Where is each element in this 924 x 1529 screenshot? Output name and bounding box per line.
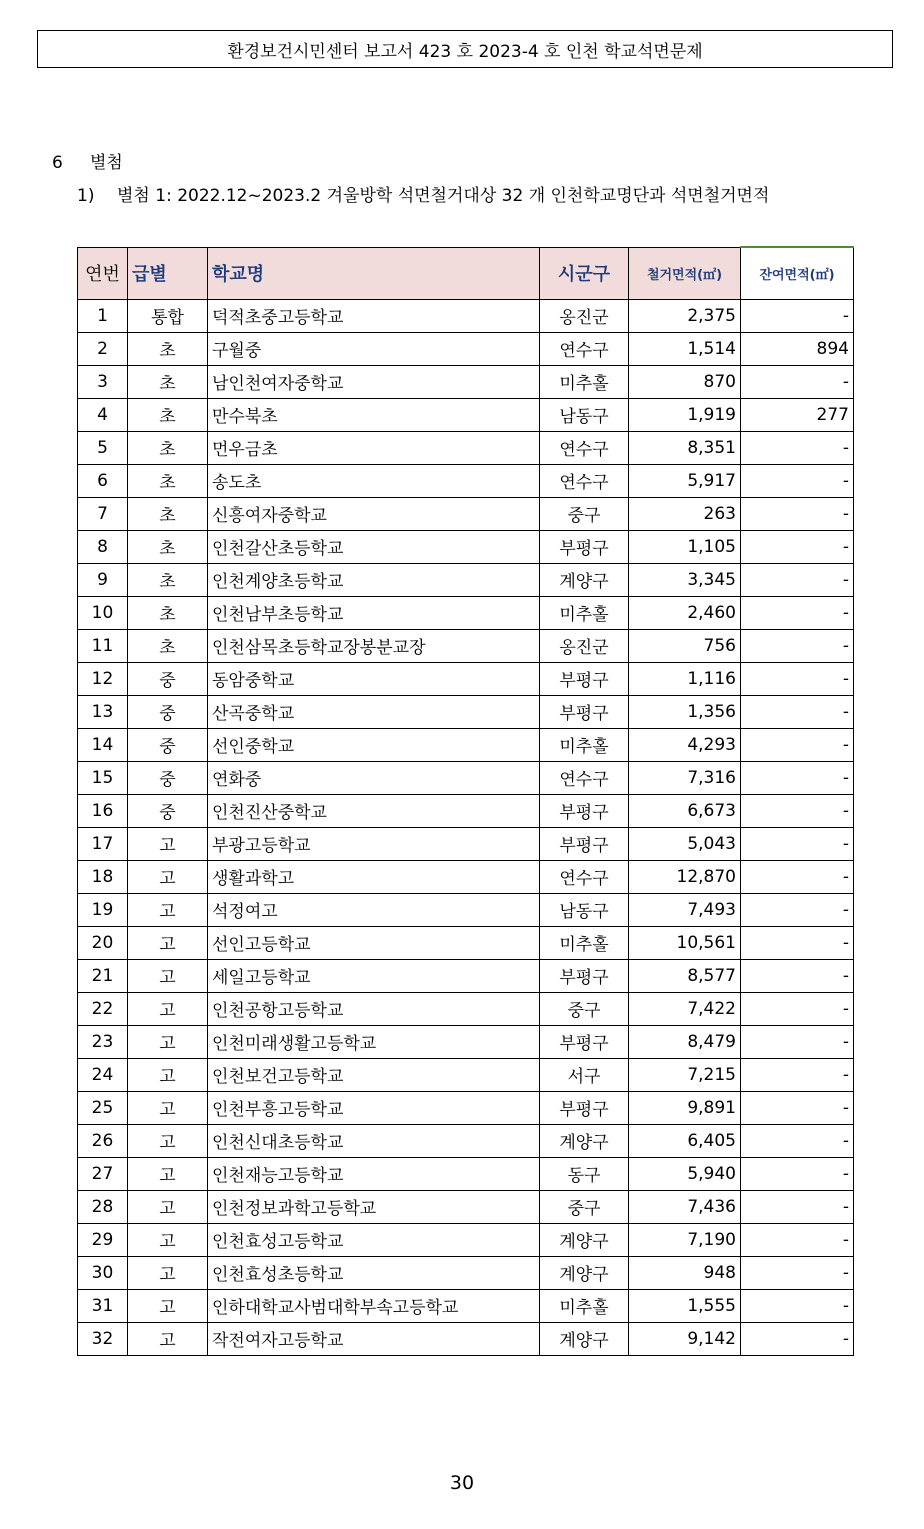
school-name-cell: 만수북초 [208, 398, 540, 431]
row-number-cell: 19 [78, 893, 128, 926]
remaining-area-cell: - [741, 464, 854, 497]
remaining-area-cell: - [741, 794, 854, 827]
district-cell: 미추홀 [540, 596, 629, 629]
remaining-area-cell: - [741, 893, 854, 926]
school-name-cell: 인천남부초등학교 [208, 596, 540, 629]
subsection-title: 별첨 1: 2022.12~2023.2 겨울방학 석면철거대상 32 개 인천학교명단과 석면철거면적 [117, 186, 770, 206]
school-level-cell: 통합 [128, 299, 208, 332]
school-name-cell: 인천갈산초등학교 [208, 530, 540, 563]
table-row [78, 596, 854, 629]
row-number-cell: 12 [78, 662, 128, 695]
table-row [78, 1091, 854, 1124]
column-header-removed-area: 철거면적(㎡) [629, 247, 741, 299]
district-cell: 계양구 [540, 1256, 629, 1289]
removed-area-cell: 1,514 [629, 332, 741, 365]
school-level-cell: 고 [128, 926, 208, 959]
row-number-cell: 9 [78, 563, 128, 596]
removed-area-cell: 7,436 [629, 1190, 741, 1223]
district-cell: 계양구 [540, 563, 629, 596]
remaining-area-cell: - [741, 1289, 854, 1322]
row-number-cell: 30 [78, 1256, 128, 1289]
school-level-cell: 초 [128, 563, 208, 596]
remaining-area-cell: - [741, 596, 854, 629]
row-number-cell: 23 [78, 1025, 128, 1058]
district-cell: 옹진군 [540, 299, 629, 332]
row-number-cell: 10 [78, 596, 128, 629]
district-cell: 연수구 [540, 431, 629, 464]
school-name-cell: 덕적초중고등학교 [208, 299, 540, 332]
school-level-cell: 고 [128, 959, 208, 992]
school-level-cell: 고 [128, 1058, 208, 1091]
remaining-area-cell: - [741, 1190, 854, 1223]
row-number-cell: 27 [78, 1157, 128, 1190]
school-name-cell: 인천재능고등학교 [208, 1157, 540, 1190]
school-name-cell: 인천효성초등학교 [208, 1256, 540, 1289]
row-number-cell: 14 [78, 728, 128, 761]
column-header-no: 연번 [78, 247, 128, 299]
school-level-cell: 초 [128, 431, 208, 464]
row-number-cell: 6 [78, 464, 128, 497]
district-cell: 부평구 [540, 530, 629, 563]
table-row [78, 1190, 854, 1223]
school-level-cell: 고 [128, 1223, 208, 1256]
remaining-area-cell: 277 [741, 398, 854, 431]
removed-area-cell: 7,190 [629, 1223, 741, 1256]
table-row [78, 926, 854, 959]
school-name-cell: 송도초 [208, 464, 540, 497]
table-row [78, 299, 854, 332]
school-level-cell: 중 [128, 662, 208, 695]
school-name-cell: 연화중 [208, 761, 540, 794]
school-asbestos-table [77, 246, 854, 1356]
removed-area-cell: 4,293 [629, 728, 741, 761]
school-level-cell: 고 [128, 860, 208, 893]
removed-area-cell: 263 [629, 497, 741, 530]
removed-area-cell: 6,673 [629, 794, 741, 827]
district-cell: 연수구 [540, 860, 629, 893]
school-name-cell: 작전여자고등학교 [208, 1322, 540, 1355]
row-number-cell: 11 [78, 629, 128, 662]
remaining-area-cell: 894 [741, 332, 854, 365]
district-cell: 미추홀 [540, 365, 629, 398]
school-name-cell: 선인중학교 [208, 728, 540, 761]
table-row [78, 1058, 854, 1091]
school-name-cell: 인천신대초등학교 [208, 1124, 540, 1157]
school-name-cell: 인천부흥고등학교 [208, 1091, 540, 1124]
remaining-area-cell: - [741, 563, 854, 596]
row-number-cell: 32 [78, 1322, 128, 1355]
district-cell: 부평구 [540, 959, 629, 992]
row-number-cell: 29 [78, 1223, 128, 1256]
school-level-cell: 고 [128, 1322, 208, 1355]
school-name-cell: 먼우금초 [208, 431, 540, 464]
remaining-area-cell: - [741, 860, 854, 893]
remaining-area-cell: - [741, 1223, 854, 1256]
school-level-cell: 고 [128, 1190, 208, 1223]
table-header-row [78, 247, 854, 299]
school-level-cell: 고 [128, 1025, 208, 1058]
district-cell: 계양구 [540, 1124, 629, 1157]
removed-area-cell: 3,345 [629, 563, 741, 596]
removed-area-cell: 1,555 [629, 1289, 741, 1322]
report-header-title: 환경보건시민센터 보고서 423 호 2023-4 호 인천 학교석면문제 [227, 41, 703, 62]
removed-area-cell: 6,405 [629, 1124, 741, 1157]
district-cell: 옹진군 [540, 629, 629, 662]
school-level-cell: 고 [128, 1157, 208, 1190]
school-name-cell: 남인천여자중학교 [208, 365, 540, 398]
removed-area-cell: 5,917 [629, 464, 741, 497]
district-cell: 중구 [540, 1190, 629, 1223]
district-cell: 연수구 [540, 332, 629, 365]
removed-area-cell: 8,479 [629, 1025, 741, 1058]
school-name-cell: 인천계양초등학교 [208, 563, 540, 596]
school-level-cell: 고 [128, 1124, 208, 1157]
row-number-cell: 24 [78, 1058, 128, 1091]
remaining-area-cell: - [741, 827, 854, 860]
school-level-cell: 중 [128, 728, 208, 761]
remaining-area-cell: - [741, 695, 854, 728]
removed-area-cell: 7,493 [629, 893, 741, 926]
school-level-cell: 중 [128, 695, 208, 728]
school-level-cell: 초 [128, 365, 208, 398]
table-row [78, 1322, 854, 1355]
table-row [78, 431, 854, 464]
row-number-cell: 7 [78, 497, 128, 530]
district-cell: 부평구 [540, 695, 629, 728]
school-name-cell: 인천공항고등학교 [208, 992, 540, 1025]
table-row [78, 365, 854, 398]
section-heading [52, 148, 123, 173]
school-name-cell: 인천삼목초등학교장봉분교장 [208, 629, 540, 662]
table-row [78, 827, 854, 860]
table-row [78, 332, 854, 365]
district-cell: 서구 [540, 1058, 629, 1091]
remaining-area-cell: - [741, 299, 854, 332]
table-row [78, 860, 854, 893]
table-row [78, 629, 854, 662]
district-cell: 미추홀 [540, 728, 629, 761]
table-row [78, 563, 854, 596]
remaining-area-cell: - [741, 959, 854, 992]
school-name-cell: 신흥여자중학교 [208, 497, 540, 530]
removed-area-cell: 7,316 [629, 761, 741, 794]
district-cell: 부평구 [540, 1091, 629, 1124]
remaining-area-cell: - [741, 1124, 854, 1157]
remaining-area-cell: - [741, 761, 854, 794]
school-level-cell: 초 [128, 497, 208, 530]
removed-area-cell: 1,105 [629, 530, 741, 563]
school-level-cell: 초 [128, 332, 208, 365]
school-name-cell: 부광고등학교 [208, 827, 540, 860]
removed-area-cell: 948 [629, 1256, 741, 1289]
removed-area-cell: 5,940 [629, 1157, 741, 1190]
removed-area-cell: 9,142 [629, 1322, 741, 1355]
remaining-area-cell: - [741, 992, 854, 1025]
school-name-cell: 인하대학교사범대학부속고등학교 [208, 1289, 540, 1322]
remaining-area-cell: - [741, 365, 854, 398]
removed-area-cell: 1,919 [629, 398, 741, 431]
table-row [78, 662, 854, 695]
school-name-cell: 동암중학교 [208, 662, 540, 695]
column-header-school: 학교명 [208, 247, 540, 299]
district-cell: 동구 [540, 1157, 629, 1190]
district-cell: 계양구 [540, 1322, 629, 1355]
row-number-cell: 15 [78, 761, 128, 794]
remaining-area-cell: - [741, 1322, 854, 1355]
column-header-level: 급별 [128, 247, 208, 299]
district-cell: 연수구 [540, 464, 629, 497]
school-name-cell: 선인고등학교 [208, 926, 540, 959]
district-cell: 중구 [540, 992, 629, 1025]
remaining-area-cell: - [741, 1058, 854, 1091]
school-name-cell: 산곡중학교 [208, 695, 540, 728]
remaining-area-cell: - [741, 926, 854, 959]
remaining-area-cell: - [741, 1157, 854, 1190]
row-number-cell: 20 [78, 926, 128, 959]
remaining-area-cell: - [741, 1091, 854, 1124]
school-name-cell: 구월중 [208, 332, 540, 365]
school-level-cell: 고 [128, 1091, 208, 1124]
school-level-cell: 중 [128, 761, 208, 794]
removed-area-cell: 7,422 [629, 992, 741, 1025]
remaining-area-cell: - [741, 1256, 854, 1289]
removed-area-cell: 756 [629, 629, 741, 662]
removed-area-cell: 870 [629, 365, 741, 398]
district-cell: 부평구 [540, 662, 629, 695]
table-row [78, 794, 854, 827]
removed-area-cell: 7,215 [629, 1058, 741, 1091]
table-row [78, 761, 854, 794]
table-row [78, 1025, 854, 1058]
table-row [78, 992, 854, 1025]
school-level-cell: 초 [128, 398, 208, 431]
school-level-cell: 초 [128, 464, 208, 497]
school-level-cell: 중 [128, 794, 208, 827]
subsection-number: 1) [77, 186, 95, 206]
school-level-cell: 고 [128, 1256, 208, 1289]
table-row [78, 1289, 854, 1322]
page-number: 30 [449, 1472, 475, 1494]
row-number-cell: 31 [78, 1289, 128, 1322]
remaining-area-cell: - [741, 629, 854, 662]
school-level-cell: 초 [128, 629, 208, 662]
table-row [78, 1256, 854, 1289]
table-row [78, 464, 854, 497]
section-title: 별첨 [90, 153, 123, 173]
table-row [78, 530, 854, 563]
row-number-cell: 22 [78, 992, 128, 1025]
remaining-area-cell: - [741, 662, 854, 695]
table-row [78, 497, 854, 530]
school-name-cell: 생활과학고 [208, 860, 540, 893]
school-level-cell: 초 [128, 530, 208, 563]
school-name-cell: 인천미래생활고등학교 [208, 1025, 540, 1058]
removed-area-cell: 9,891 [629, 1091, 741, 1124]
school-level-cell: 고 [128, 1289, 208, 1322]
row-number-cell: 1 [78, 299, 128, 332]
district-cell: 중구 [540, 497, 629, 530]
row-number-cell: 2 [78, 332, 128, 365]
row-number-cell: 5 [78, 431, 128, 464]
row-number-cell: 18 [78, 860, 128, 893]
district-cell: 부평구 [540, 794, 629, 827]
school-name-cell: 인천진산중학교 [208, 794, 540, 827]
row-number-cell: 28 [78, 1190, 128, 1223]
subsection-heading [77, 181, 769, 206]
row-number-cell: 21 [78, 959, 128, 992]
column-header-district: 시군구 [540, 247, 629, 299]
table-row [78, 959, 854, 992]
district-cell: 미추홀 [540, 1289, 629, 1322]
school-level-cell: 고 [128, 992, 208, 1025]
removed-area-cell: 10,561 [629, 926, 741, 959]
school-name-cell: 인천정보과학고등학교 [208, 1190, 540, 1223]
remaining-area-cell: - [741, 728, 854, 761]
table-row [78, 728, 854, 761]
school-name-cell: 인천효성고등학교 [208, 1223, 540, 1256]
district-cell: 연수구 [540, 761, 629, 794]
removed-area-cell: 12,870 [629, 860, 741, 893]
district-cell: 계양구 [540, 1223, 629, 1256]
district-cell: 부평구 [540, 827, 629, 860]
removed-area-cell: 2,375 [629, 299, 741, 332]
table-row [78, 893, 854, 926]
removed-area-cell: 8,351 [629, 431, 741, 464]
section-number: 6 [52, 153, 63, 173]
row-number-cell: 8 [78, 530, 128, 563]
row-number-cell: 4 [78, 398, 128, 431]
row-number-cell: 3 [78, 365, 128, 398]
row-number-cell: 26 [78, 1124, 128, 1157]
table-row [78, 398, 854, 431]
district-cell: 미추홀 [540, 926, 629, 959]
removed-area-cell: 2,460 [629, 596, 741, 629]
remaining-area-cell: - [741, 497, 854, 530]
table-row [78, 695, 854, 728]
school-name-cell: 세일고등학교 [208, 959, 540, 992]
removed-area-cell: 1,116 [629, 662, 741, 695]
row-number-cell: 17 [78, 827, 128, 860]
table-row [78, 1124, 854, 1157]
removed-area-cell: 5,043 [629, 827, 741, 860]
removed-area-cell: 8,577 [629, 959, 741, 992]
row-number-cell: 16 [78, 794, 128, 827]
remaining-area-cell: - [741, 1025, 854, 1058]
table-row [78, 1223, 854, 1256]
row-number-cell: 25 [78, 1091, 128, 1124]
district-cell: 부평구 [540, 1025, 629, 1058]
district-cell: 남동구 [540, 893, 629, 926]
column-header-remaining-area: 잔여면적(㎡) [741, 247, 854, 299]
row-number-cell: 13 [78, 695, 128, 728]
school-level-cell: 초 [128, 596, 208, 629]
table-body [78, 299, 854, 1355]
remaining-area-cell: - [741, 431, 854, 464]
school-level-cell: 고 [128, 893, 208, 926]
school-name-cell: 인천보건고등학교 [208, 1058, 540, 1091]
school-name-cell: 석정여고 [208, 893, 540, 926]
remaining-area-cell: - [741, 530, 854, 563]
table-row [78, 1157, 854, 1190]
district-cell: 남동구 [540, 398, 629, 431]
school-level-cell: 고 [128, 827, 208, 860]
report-header [37, 30, 893, 68]
removed-area-cell: 1,356 [629, 695, 741, 728]
